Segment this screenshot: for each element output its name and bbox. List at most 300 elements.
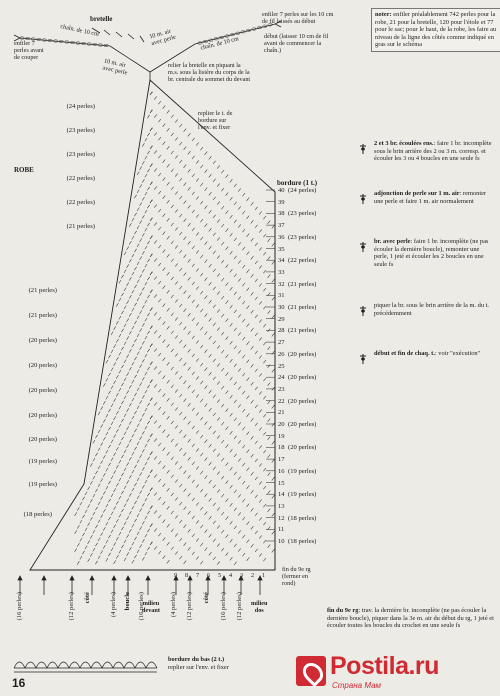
stitch-mark <box>124 306 126 309</box>
stitch-mark <box>154 240 157 243</box>
row-number: 15 <box>278 479 285 487</box>
stitch-mark <box>150 290 152 293</box>
stitch-mark <box>137 172 139 175</box>
stitch-mark <box>196 232 199 235</box>
stitch-mark <box>150 128 152 131</box>
stitch-mark <box>221 260 224 263</box>
stitch-mark <box>263 342 266 345</box>
stitch-mark <box>221 476 224 479</box>
stitch-mark <box>209 444 212 447</box>
stitch-mark <box>111 494 113 497</box>
stitch-mark <box>108 517 110 520</box>
stitch-mark <box>175 479 178 482</box>
stitch-mark <box>127 498 129 501</box>
stitch-mark <box>205 332 208 335</box>
border-scallop <box>91 662 102 668</box>
stitch-mark <box>200 309 203 312</box>
stitch-mark <box>259 301 262 304</box>
stitch-mark <box>234 256 237 259</box>
stitch-mark <box>175 299 178 302</box>
stitch-mark <box>238 512 241 515</box>
stitch-mark <box>217 363 220 366</box>
stitch-mark <box>167 434 170 437</box>
stitch-mark <box>82 533 84 536</box>
stitch-mark <box>184 417 187 420</box>
debut-label: début (laisser 10 cm de fil avant de commencer la chaîn.) <box>264 33 329 54</box>
stitch-mark <box>119 550 121 553</box>
stitch-mark <box>75 530 77 533</box>
stitch-mark <box>88 504 90 507</box>
stitch-mark <box>179 124 182 127</box>
stitch-mark <box>167 200 170 203</box>
row-number: 35 <box>278 245 285 253</box>
stitch-mark <box>145 264 147 267</box>
stitch-mark <box>134 393 136 396</box>
stitch-mark <box>188 187 191 190</box>
stitch-mark <box>132 416 134 419</box>
border-scallop <box>102 662 113 668</box>
stitch-mark <box>140 328 142 331</box>
left-bead-label: (24 perles) <box>66 103 95 110</box>
stitch-mark <box>242 445 245 448</box>
stitch-mark <box>121 347 123 350</box>
stitch-mark <box>98 538 100 541</box>
stitch-mark <box>116 501 118 504</box>
bottom-label: boucle <box>124 592 131 611</box>
stitch-mark <box>209 552 212 555</box>
stitch-mark <box>213 449 216 452</box>
stitch-mark <box>192 516 195 519</box>
stitch-mark <box>217 183 220 186</box>
row-number: 37 <box>278 222 285 230</box>
stitch-mark <box>213 179 216 182</box>
row-number: 34 <box>278 257 285 265</box>
stitch-mark <box>200 183 203 186</box>
stitch-mark <box>221 350 224 353</box>
stitch-mark <box>119 352 121 355</box>
bordure-bas-text: replier sur l'env. et fixer <box>168 663 229 671</box>
stitch-mark <box>145 318 147 321</box>
stitch-mark <box>247 342 250 345</box>
stitch-mark <box>263 522 266 525</box>
stitch-mark <box>127 264 129 267</box>
bottom-label: côté <box>203 592 210 604</box>
stitch-mark <box>167 542 170 545</box>
stitch-mark <box>106 396 108 399</box>
row-bead-count: (20 perles) <box>288 374 317 382</box>
stitch-mark <box>137 208 139 211</box>
stitch-mark <box>132 542 134 545</box>
stitch-mark <box>209 408 212 411</box>
stitch-mark <box>127 516 129 519</box>
stitch-mark <box>158 281 161 284</box>
stitch-mark <box>114 524 116 527</box>
stitch-mark <box>127 336 129 339</box>
row-bead-count: (21 perles) <box>288 280 317 288</box>
stitch-mark <box>234 526 237 529</box>
stitch-mark <box>116 393 118 396</box>
stitch-mark <box>167 452 170 455</box>
stitch-mark <box>163 160 166 163</box>
stitch-mark <box>111 548 113 551</box>
stitch-mark <box>268 437 271 440</box>
stitch-mark <box>142 431 144 434</box>
stitch-mark <box>98 466 100 469</box>
stitch-mark <box>209 228 212 231</box>
stitch-mark <box>205 368 208 371</box>
stitch-mark <box>154 96 157 99</box>
stitch-mark <box>226 481 229 484</box>
stitch-mark <box>124 270 126 273</box>
stitch-mark <box>111 530 113 533</box>
stitch-mark <box>124 504 126 507</box>
stitch-mark <box>259 445 262 448</box>
fin-9-note <box>327 607 495 630</box>
stitch-mark <box>263 252 266 255</box>
stitch-mark <box>217 471 220 474</box>
stitch-mark <box>127 282 129 285</box>
stitch-mark <box>142 413 144 416</box>
stitch-mark <box>171 529 174 532</box>
stitch-mark <box>145 174 147 177</box>
stitch-mark <box>158 263 161 266</box>
stitch-mark <box>175 407 178 410</box>
stitch-mark <box>234 310 237 313</box>
stitch-mark <box>221 458 224 461</box>
stitch-mark <box>121 473 123 476</box>
stitch-mark <box>121 401 123 404</box>
stitch-mark <box>217 381 220 384</box>
stitch-mark <box>158 533 161 536</box>
stitch-mark <box>175 353 178 356</box>
stitch-mark <box>238 296 241 299</box>
stitch-mark <box>158 245 161 248</box>
stitch-mark <box>242 337 245 340</box>
stitch-mark <box>116 519 118 522</box>
stitch-mark <box>196 376 199 379</box>
stitch-mark <box>209 498 212 501</box>
stitch-mark <box>259 409 262 412</box>
stitch-mark <box>158 407 161 410</box>
stitch-mark <box>121 293 123 296</box>
stitch-mark <box>247 378 250 381</box>
stitch-mark <box>230 233 233 236</box>
stitch-mark <box>150 452 152 455</box>
stitch-mark <box>268 347 271 350</box>
stitch-mark <box>188 475 191 478</box>
stitch-mark <box>217 543 220 546</box>
stitch-mark <box>234 544 237 547</box>
stitch-mark <box>259 499 262 502</box>
stitch-mark <box>188 205 191 208</box>
stitch-mark <box>95 435 97 438</box>
stitch-mark <box>163 178 166 181</box>
stitch-mark <box>111 386 113 389</box>
stitch-mark <box>108 553 110 556</box>
stitch-mark <box>167 470 170 473</box>
stitch-mark <box>90 535 92 538</box>
stitch-mark <box>234 346 237 349</box>
stitch-mark <box>145 534 147 537</box>
stitch-mark <box>188 547 191 550</box>
stitch-mark <box>221 404 224 407</box>
stitch-mark <box>247 414 250 417</box>
stitch-mark <box>121 383 123 386</box>
stitch-mark <box>147 439 149 442</box>
stitch-mark <box>167 272 170 275</box>
stitch-mark <box>226 517 229 520</box>
stitch-mark <box>205 404 208 407</box>
stitch-mark <box>140 472 142 475</box>
stitch-mark <box>171 295 174 298</box>
stitch-mark <box>184 291 187 294</box>
legend-item <box>374 190 494 205</box>
stitch-mark <box>106 468 108 471</box>
stitch-mark <box>205 152 208 155</box>
stitch-mark <box>184 273 187 276</box>
stitch-mark <box>158 191 161 194</box>
stitch-mark <box>108 427 110 430</box>
stitch-mark <box>111 368 113 371</box>
stitch-mark <box>167 236 170 239</box>
stitch-mark <box>167 290 170 293</box>
note-text: enfiler préalablement 742 perles pour la robe, 21 pour la bretelle, 120 pour l'étole et 77 pour le sac; pour le haut, de la robe, les faire au niveau de la ligne des côtés comme indiqué en gras sur le schéma <box>375 11 497 49</box>
stitch-mark <box>129 421 131 424</box>
stitch-mark <box>129 547 131 550</box>
stitch-mark <box>145 210 147 213</box>
stitch-mark <box>132 272 134 275</box>
stitch-mark <box>221 494 224 497</box>
stitch-mark <box>234 238 237 241</box>
stitch-mark <box>251 526 254 529</box>
stitch-mark <box>238 350 241 353</box>
stitch-mark <box>217 489 220 492</box>
stitch-mark <box>259 283 262 286</box>
stitch-mark <box>209 516 212 519</box>
stitch-mark <box>163 484 166 487</box>
stitch-mark <box>129 529 131 532</box>
stitch-grid <box>75 92 275 565</box>
stitch-mark <box>154 204 157 207</box>
bottom-row-number: 4 <box>229 572 233 579</box>
stitch-mark <box>134 429 136 432</box>
stitch-mark <box>101 532 103 535</box>
stitch-mark <box>137 514 139 517</box>
stitch-mark <box>158 299 161 302</box>
stitch-mark <box>103 545 105 548</box>
stitch-mark <box>124 324 126 327</box>
legend-item <box>374 140 494 163</box>
stitch-mark <box>167 380 170 383</box>
stitch-mark <box>111 458 113 461</box>
stitch-mark <box>82 551 84 554</box>
stitch-mark <box>188 403 191 406</box>
stitch-mark <box>82 497 84 500</box>
border-scallop <box>25 662 36 668</box>
stitch-mark <box>247 558 250 561</box>
stitch-mark <box>150 398 152 401</box>
stitch-mark <box>175 245 178 248</box>
stitch-mark <box>114 344 116 347</box>
stitch-mark <box>140 544 142 547</box>
stitch-mark <box>179 286 182 289</box>
stitch-mark <box>108 409 110 412</box>
stitch-mark <box>184 129 187 132</box>
stitch-mark <box>268 473 271 476</box>
stitch-mark <box>163 106 166 109</box>
stitch-mark <box>98 520 100 523</box>
stitch-mark <box>163 340 166 343</box>
stitch-mark <box>230 359 233 362</box>
stitch-mark <box>154 528 157 531</box>
stitch-mark <box>221 440 224 443</box>
stitch-mark <box>242 193 245 196</box>
stitch-mark <box>163 556 166 559</box>
stitch-mark <box>134 303 136 306</box>
stitch-mark <box>171 169 174 172</box>
stitch-mark <box>150 92 152 95</box>
stitch-mark <box>184 255 187 258</box>
stitch-mark <box>150 524 152 527</box>
stitch-mark <box>259 355 262 358</box>
stitch-mark <box>238 242 241 245</box>
stitch-mark <box>272 459 275 462</box>
stitch-mark <box>111 512 113 515</box>
bead-stitch-icon <box>356 240 370 252</box>
stitch-mark <box>230 503 233 506</box>
stitch-mark <box>263 270 266 273</box>
stitch-mark <box>226 463 229 466</box>
stitch-mark <box>132 488 134 491</box>
stitch-mark <box>167 164 170 167</box>
stitch-mark <box>154 330 157 333</box>
stitch-mark <box>137 226 139 229</box>
stitch-mark <box>230 485 233 488</box>
stitch-mark <box>196 430 199 433</box>
stitch-mark <box>154 420 157 423</box>
stitch-mark <box>147 151 149 154</box>
stitch-mark <box>251 310 254 313</box>
stitch-mark <box>263 486 266 489</box>
stitch-mark <box>98 556 100 559</box>
stitch-mark <box>251 400 254 403</box>
stitch-mark <box>230 521 233 524</box>
bottom-label: (16 perles) <box>220 592 227 621</box>
stitch-mark <box>147 403 149 406</box>
stitch-mark <box>150 434 152 437</box>
stitch-mark <box>184 327 187 330</box>
stitch-mark <box>263 504 266 507</box>
bead-add-icon <box>356 192 370 204</box>
row-number: 30 <box>278 304 285 311</box>
stitch-mark <box>127 462 129 465</box>
stitch-mark <box>121 275 123 278</box>
stitch-mark <box>272 513 275 516</box>
stitch-mark <box>200 543 203 546</box>
stitch-mark <box>134 357 136 360</box>
postila-logo-icon <box>296 656 326 686</box>
legend-text: : faire 1 br. incomplète (ne pas écouler la dernière boucle), remonter une perle, 1 jeté et écouler les 2 boucles en une seule fs <box>374 238 489 268</box>
stitch-mark <box>147 547 149 550</box>
stitch-mark <box>205 422 208 425</box>
stitch-mark <box>175 335 178 338</box>
stitch-mark <box>158 155 161 158</box>
stitch-mark <box>106 450 108 453</box>
stitch-mark <box>179 376 182 379</box>
stitch-mark <box>196 466 199 469</box>
stitch-mark <box>213 305 216 308</box>
stitch-mark <box>80 556 82 559</box>
stitch-mark <box>192 408 195 411</box>
stitch-mark <box>255 513 258 516</box>
stitch-mark <box>150 308 152 311</box>
bottom-row-number: 1 <box>262 572 266 579</box>
stitch-mark <box>188 439 191 442</box>
stitch-mark <box>192 210 195 213</box>
stitch-mark <box>145 552 147 555</box>
border-scallop <box>58 662 69 668</box>
stitch-mark <box>255 423 258 426</box>
stitch-mark <box>247 450 250 453</box>
stitch-mark <box>213 413 216 416</box>
stitch-mark <box>230 323 233 326</box>
stitch-mark <box>251 508 254 511</box>
bottom-label: (16 perles) <box>16 592 23 621</box>
stitch-mark <box>209 318 212 321</box>
stitch-mark <box>140 382 142 385</box>
stitch-mark <box>179 340 182 343</box>
stitch-mark <box>184 471 187 474</box>
stitch-mark <box>163 466 166 469</box>
stitch-mark <box>188 349 191 352</box>
stitch-mark <box>272 279 275 282</box>
stitch-mark <box>205 278 208 281</box>
stitch-mark <box>147 529 149 532</box>
stitch-mark <box>205 458 208 461</box>
stitch-mark <box>145 138 147 141</box>
stitch-mark <box>171 385 174 388</box>
stitch-mark <box>108 445 110 448</box>
stitch-mark <box>196 394 199 397</box>
stitch-mark <box>263 306 266 309</box>
stitch-mark <box>242 535 245 538</box>
stitch-mark <box>272 297 275 300</box>
stitch-mark <box>147 331 149 334</box>
stitch-mark <box>171 493 174 496</box>
stitch-mark <box>145 192 147 195</box>
stitch-mark <box>114 542 116 545</box>
stitch-mark <box>205 296 208 299</box>
stitch-mark <box>137 478 139 481</box>
stitch-mark <box>272 531 275 534</box>
stitch-mark <box>124 540 126 543</box>
stitch-mark <box>132 470 134 473</box>
border-scallop <box>124 662 135 668</box>
stitch-mark <box>263 558 266 561</box>
stitch-mark <box>103 383 105 386</box>
stitch-mark <box>163 124 166 127</box>
stitch-mark <box>114 506 116 509</box>
stitch-mark <box>192 372 195 375</box>
stitch-mark <box>175 209 178 212</box>
stitch-mark <box>247 306 250 309</box>
stitch-mark <box>259 463 262 466</box>
stitch-mark <box>217 345 220 348</box>
stitch-mark <box>226 247 229 250</box>
stitch-mark <box>142 305 144 308</box>
stitch-mark <box>175 137 178 140</box>
stitch-mark <box>213 395 216 398</box>
